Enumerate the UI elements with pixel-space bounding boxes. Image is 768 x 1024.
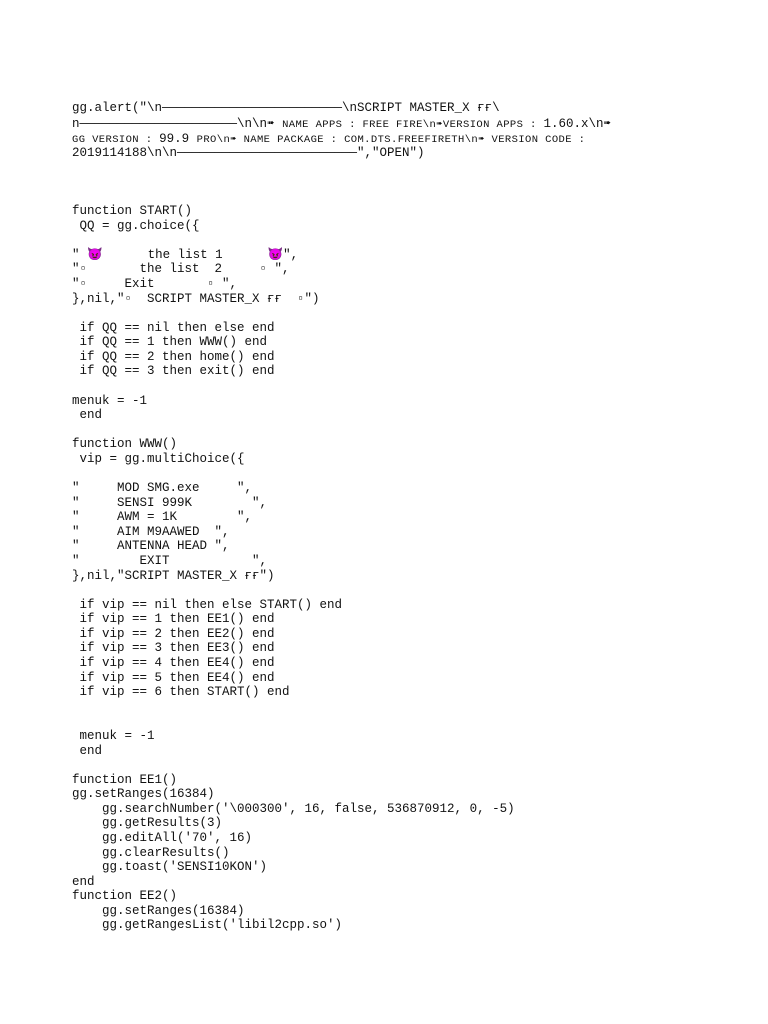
code-line: "▫ the list 2 ▫ ", [72,262,290,277]
code-line: gg.editAll('70', 16) [72,830,253,845]
code-line: menuk = -1 [72,393,148,408]
code-line: function EE1() [72,772,178,787]
code-line: QQ = gg.choice({ [72,218,200,233]
code-line: if QQ == nil then else end [72,320,275,335]
alert-line-2-part-a: n—————————————————————\n\n➠ [72,117,283,131]
code-line: function START() [72,204,193,218]
code-line: end [72,874,95,889]
alert-line-1: gg.alert("\n————————————————————————\nSCRIPT MASTER_X ғғ\ [72,101,500,115]
code-line: end [72,743,103,758]
code-line: function WWW() [72,437,178,452]
code-line: " ANTENNA HEAD ", [72,539,230,554]
code-line: gg.setRanges(16384) [72,787,215,802]
code-line: vip = gg.multiChoice({ [72,451,245,466]
code-line: " AIM M9AAWED ", [72,524,230,539]
code-line: if vip == 5 then EE4() end [72,670,275,685]
alert-line-3-part-a: GG VERSION : [72,134,160,146]
code-line: "▫ Exit ▫ ", [72,276,238,291]
code-line: gg.setRanges(16384) [72,903,245,918]
code-line: gg.toast('SENSI10KON') [72,860,268,875]
code-line: " 😈 the list 1 😈", [72,247,299,262]
code-line: gg.getRangesList('libil2cpp.so') [72,918,343,933]
alert-line-4: 2019114188\n\n————————————————————————","OPEN") [72,146,425,160]
code-line: " MOD SMG.exe ", [72,481,253,495]
code-line: if vip == 3 then EE3() end [72,641,275,656]
code-line: " SENSI 999K ", [72,495,268,510]
code-line: if QQ == 2 then home() end [72,349,275,364]
code-line: if QQ == 3 then exit() end [72,364,275,379]
code-line: },nil,"▫ SCRIPT MASTER_X ғғ ▫") [72,291,320,306]
code-line: if QQ == 1 then WWW() end [72,335,268,350]
code-line: " EXIT ", [72,553,268,568]
alert-line-2-part-b: NAME APPS : FREE FIRE\n➠VERSION APPS : [282,119,544,131]
code-line: if vip == nil then else START() end [72,597,343,612]
alert-line-3-part-b: 99.9 [159,132,197,146]
code-line: },nil,"SCRIPT MASTER_X ғғ") [72,568,275,583]
code-line: gg.searchNumber('\000300', 16, false, 536870912, 0, -5) [72,801,515,816]
code-line: if vip == 6 then START() end [72,685,290,700]
code-line: gg.getResults(3) [72,816,223,831]
code-line: menuk = -1 [72,728,155,743]
code-line: end [72,408,103,423]
alert-line-3-part-c: PRO\n➠ NAME PACKAGE : COM.DTS.FREEFIRETH\n➠ VERSION CODE : [196,134,586,146]
code-line: function EE2() [72,889,178,904]
code-line: gg.clearResults() [72,845,230,860]
alert-line-2-part-c: 1.60.x\n➠ [543,117,611,131]
code-line: if vip == 2 then EE2() end [72,626,275,641]
code-line: if vip == 4 then EE4() end [72,656,275,670]
code-line: " AWM = 1K ", [72,510,253,525]
code-line: if vip == 1 then EE1() end [72,612,275,627]
